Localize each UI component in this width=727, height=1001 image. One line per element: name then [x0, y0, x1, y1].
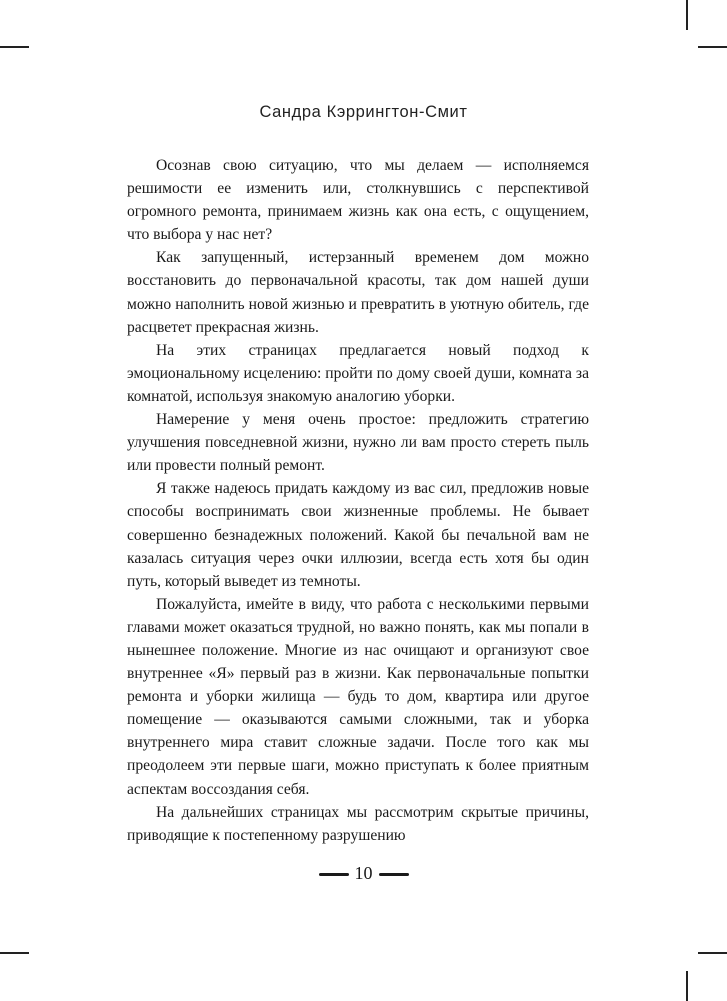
paragraph: Намерение у меня очень простое: предложить стратегию улучшения повседневной жизни, нужно ли вам просто стереть пыль или провести полный ремонт. — [127, 411, 589, 475]
crop-mark-top-left — [0, 46, 29, 48]
crop-mark-bottom-right — [698, 952, 727, 954]
paragraph: Я также надеюсь придать каждому из вас сил, предложив новые способы воспринимать свои жизненные проблемы. Не бывает совершенно безнадежных положений. Какой бы печальной вам не казалась ситуация через очки иллюзии, всегда есть хотя бы один путь, который выведет из темноты. — [127, 480, 589, 590]
crop-mark-top-right-vertical — [686, 0, 688, 30]
page-number: 10 — [354, 863, 373, 883]
folio-dash-right — [379, 873, 409, 876]
paragraph: На этих страницах предлагается новый подход к эмоциональному исцелению: пройти по дому своей души, комната за комнатой, используя знакомую аналогию уборки. — [127, 341, 589, 405]
paragraph: На дальнейших страницах мы рассмотрим скрытые причины, приводящие к постепенному разрушению — [127, 803, 589, 844]
page-folio — [0, 863, 727, 884]
crop-mark-bottom-left — [0, 952, 29, 954]
paragraph: Пожалуйста, имейте в виду, что работа с несколькими первыми главами может оказаться трудной, но важно понять, как мы попали в нынешнее положение. Многие из нас очищают и организуют свое внутреннее «Я» первый раз в жизни. Как первоначальные попытки ремонта и уборки жилища — будь то дом, квартира или другое помещение — оказываются самыми сложными, так и уборка внутреннего мира ставит сложные задачи. После того как мы преодолеем эти первые шаги, можно приступать к более приятным аспектам воссоздания себя. — [127, 595, 589, 798]
paragraph: Осознав свою ситуацию, что мы делаем — исполняемся решимости ее изменить или, столкнувшись с перспективой огромного ремонта, принимаем жизнь как она есть, с ощущением, что выбора у нас нет? — [127, 157, 589, 244]
body-text — [127, 154, 589, 847]
crop-mark-bottom-right-vertical — [686, 971, 688, 1001]
crop-mark-top-right — [698, 46, 727, 48]
folio-dash-left — [319, 873, 349, 876]
paragraph: Как запущенный, истерзанный временем дом можно восстановить до первоначальной красоты, так дом нашей души можно наполнить новой жизнью и превратить в уютную обитель, где расцветет прекрасная жизнь. — [127, 249, 589, 336]
running-header: Сандра Кэррингтон-Смит — [259, 103, 468, 121]
